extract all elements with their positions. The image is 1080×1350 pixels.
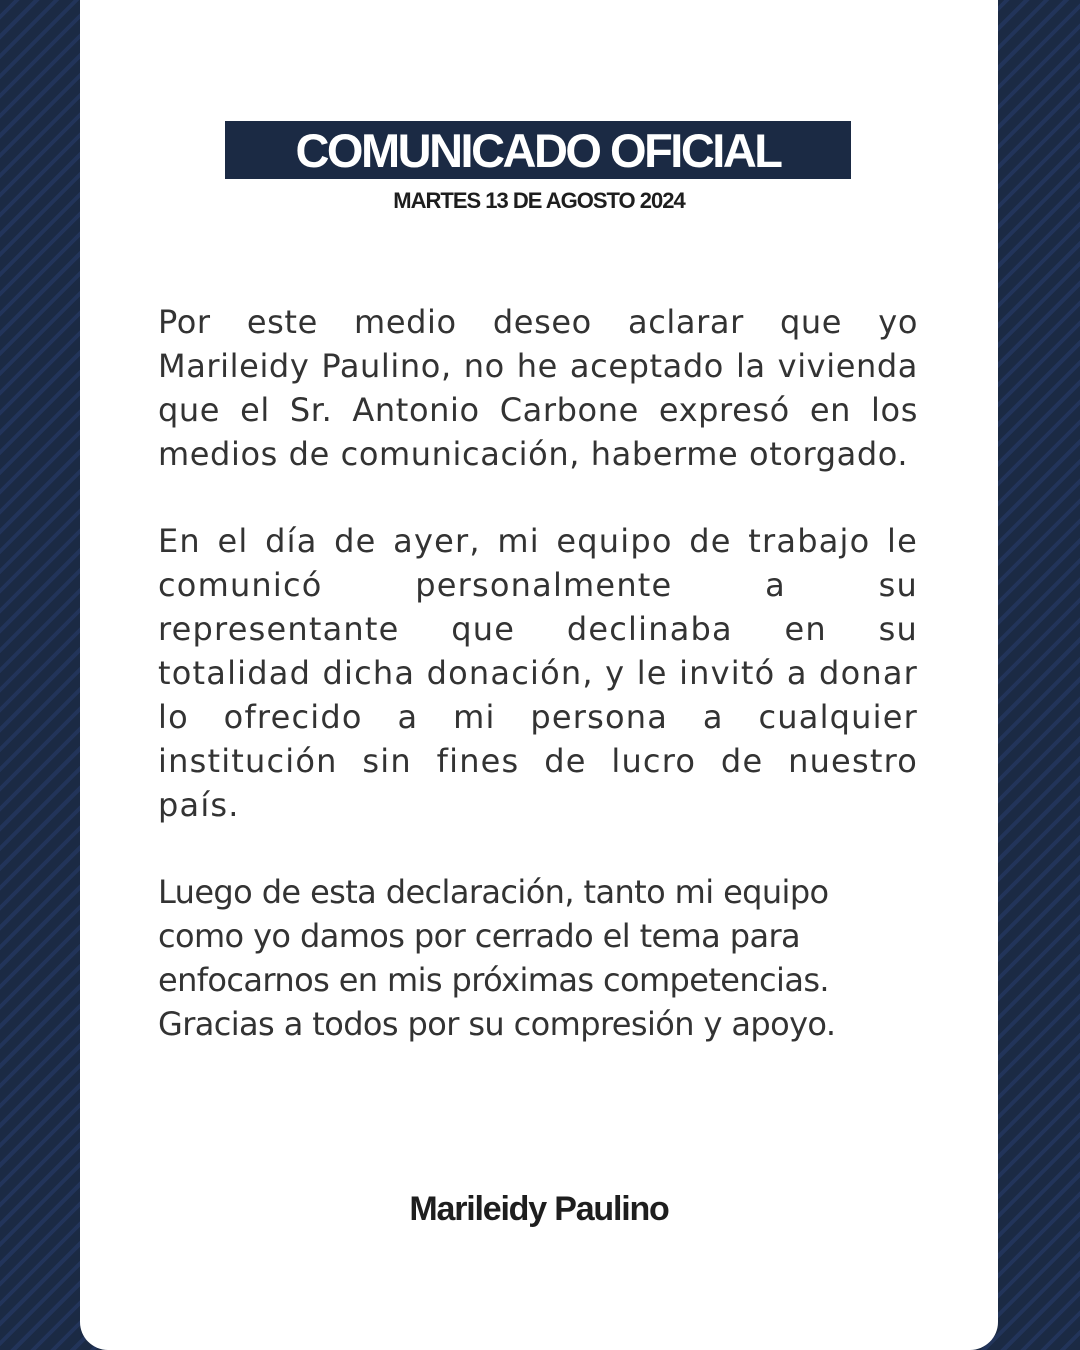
signature: Marileidy Paulino: [409, 1190, 669, 1228]
title-banner: [225, 121, 851, 179]
page-title: COMUNICADO OFICIAL: [295, 123, 781, 177]
statement-card: [80, 0, 998, 1350]
paragraph-3: Luego de esta declaración, tanto mi equipo como yo damos por cerrado el tema para enfocarnos en mis próximas competencias. Gracias a todos por su compresión y apoyo.: [158, 873, 836, 1043]
paragraph-1: Por este medio deseo aclarar que yo Marileidy Paulino, no he aceptado la vivienda que el Sr. Antonio Carbone expresó en los medios de comunicación, haberme otorgado.: [158, 303, 918, 473]
statement-body: [158, 300, 918, 1089]
statement-date: MARTES 13 DE AGOSTO 2024: [393, 188, 685, 213]
paragraph-2: En el día de ayer, mi equipo de trabajo le comunicó personalmente a su representante que declinaba en su totalidad dicha donación, y le invitó a donar lo ofrecido a mi persona a cualquier institución sin fines de lucro de nuestro país.: [158, 522, 918, 824]
